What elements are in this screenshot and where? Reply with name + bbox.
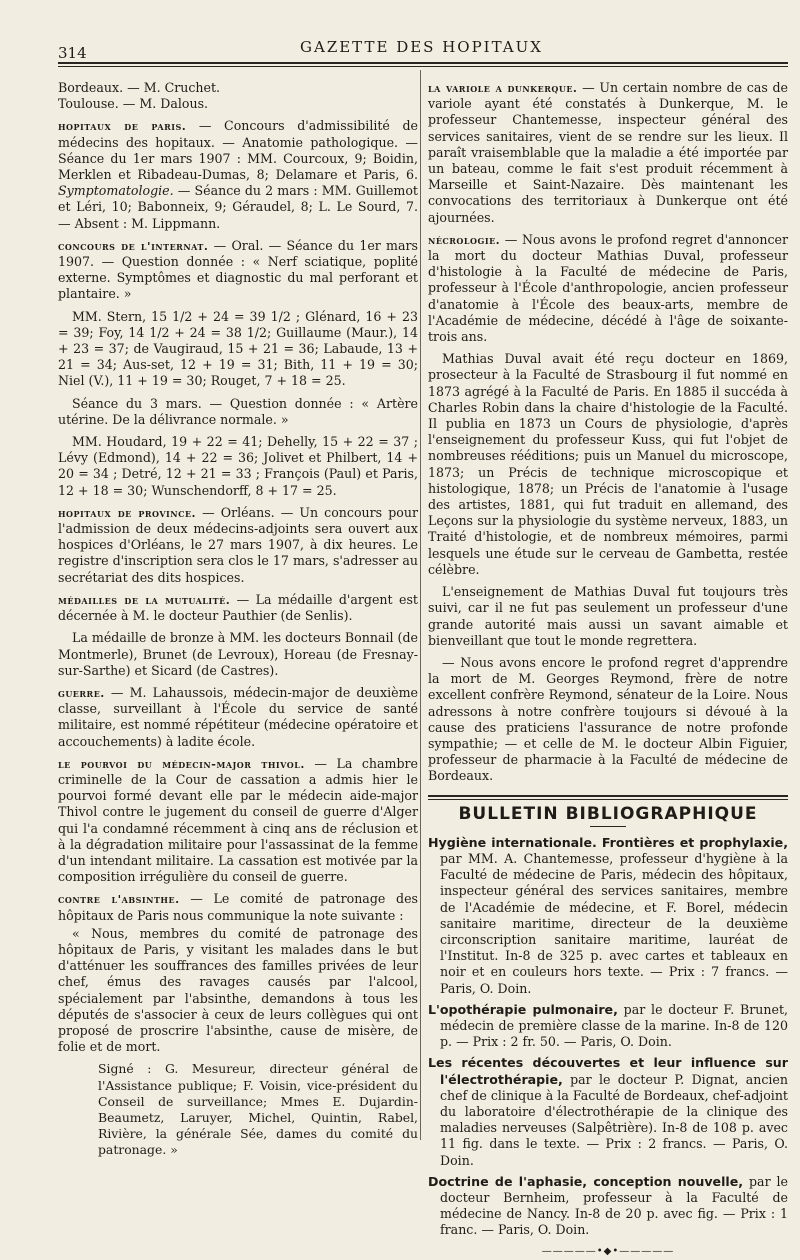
internat-results-2: MM. Houdard, 19 + 22 = 41; Dehelly, 15 + 22 = 37 ; Lévy (Edmond), 14 + 22 = 36; Jolivet et Philbert, 14 + 20 = 34 ; Detré, 12 + 21 = 33 ; François (Paul) et Paris, 12 + 18 = 30; Wunschendorff, 8 + 17 = 25. (58, 434, 418, 498)
bulletin-short-rule (590, 826, 626, 827)
bib-title: Doctrine de l'aphasie, conception nouvelle, (428, 1173, 744, 1189)
article-medailles (58, 592, 418, 624)
column-divider (420, 70, 421, 1140)
necrologie-duval-career: Mathias Duval avait été reçu docteur en 1869, prosecteur à la Faculté de Strasbourg il fut nommé en 1873 agrégé à la Faculté de Paris. En 1885 il succéda à Charles Robin dans la chaire d'histologie de la Faculté. Il publia en 1873 un Cours de physiologie, d'après l'enseignement du professeur Kuss, qui fut l'objet de nombreuses rééditions; puis un Manuel du microscope, 1873; un Précis de technique microscopique et histologique, 1878; un Précis de l'anatomie à l'usage des artistes, 1881, qui fut traduit en allemand, des Leçons sur la physiologie du système nerveux, 1883, un Traité d'histologie, et de nombreux mémoires, parmi lesquels une étude sur le cerveau de Gambetta, restée célèbre. (428, 351, 788, 577)
necrologie-duval-teaching: L'enseignement de Mathias Duval fut toujours très suivi, car il ne fut pas seulement un professeur d'une grande autorité mais aussi un savant aimable et bienveillant que tout le monde regrettera. (428, 584, 788, 648)
header-rule-thin (58, 66, 788, 67)
section-heading: guerre. (58, 685, 105, 700)
bib-title: Hygiène internationale. Frontières et prophylaxie, (428, 834, 788, 850)
bib-text: par le docteur Bernheim, professeur à la Faculté de médecine de Nancy. In-8 de 20 p. avec fig. — Prix : 1 franc. — Paris, O. Doin. (440, 1173, 788, 1238)
section-text: — Oral. — Séance du 1er mars 1907. — Question donnée : « Nerf sciatique, poplité externe. Symptômes et diagnostic du mal perforant et plantaire. » (58, 237, 418, 302)
bulletin-title: BULLETIN BIBLIOGRAPHIQUE (458, 803, 758, 824)
page-number: 314 (58, 44, 87, 62)
bib-text: par MM. A. Chantemesse, professeur d'hygiène à la Faculté de médecine de Paris, médecin des hôpitaux, inspecteur général des services sanitaires, membre de l'Académie de médecine, et F. Borel, médecin sanitaire maritime, directeur de la deuxième circonscription sanitaire maritime, lauréat de l'Institut. In-8 de 325 p. avec cartes et tableaux en noir et en couleurs hors texte. — Prix : 7 francs. — Paris, O. Doin. (440, 850, 788, 996)
section-heading: le pourvoi du médecin-major thivol. (58, 756, 305, 771)
nomination-toulouse: Toulouse. — M. Dalous. (58, 96, 209, 112)
article-guerre (58, 685, 418, 750)
article-internat (58, 238, 418, 303)
section-text: — Orléans. — Un concours pour l'admission de deux médecins-adjoints sera ouvert aux hospices d'Orléans, le 27 mars 1907, à dix heures. Le registre d'inscription sera clos le 17 mars, s'adresser au secrétariat des dits hospices. (58, 504, 418, 585)
bib-entry (428, 1174, 788, 1239)
section-text: — La médaille d'argent est décernée à M. le docteur Pauthier (de Senlis). (58, 591, 418, 624)
bib-entry (428, 835, 788, 997)
right-column (428, 80, 788, 1260)
absinthe-petition: « Nous, membres du comité de patronage des hôpitaux de Paris, y visitant les malades dans le but d'atténuer les souffrances des familles privées de leur chef, émus des ravages causés par l'alcool, spécialement par l'absinthe, demandons à tous les députés de s'associer à ceux de leurs collègues qui ont proposé de proscrire l'absinthe, cause de misère, de folie et de mort. (58, 925, 418, 1055)
bib-text: par le docteur F. Brunet, médecin de première classe de la marine. In-8 de 120 p. — Prix : 2 fr. 50. — Paris, O. Doin. (440, 1001, 789, 1050)
article-variole (428, 80, 788, 226)
left-column (58, 80, 418, 1165)
article-necrologie (428, 232, 788, 345)
article-pourvoi-thivol (58, 756, 418, 886)
symptomatologie-label: Symptomatologie. (58, 183, 174, 199)
section-heading: médailles de la mutualité. (58, 592, 231, 607)
symptomatologie-text: — Séance du 2 mars : MM. Guillemot et Léri, 10; Babonneix, 9; Géraudel, 8; L. Le Sourd, 7. — Absent : M. Lippmann. (58, 183, 418, 231)
section-heading: nécrologie. (428, 232, 501, 247)
internat-results-1: MM. Stern, 15 1/2 + 24 = 39 1/2 ; Glénard, 16 + 23 = 39; Foy, 14 1/2 + 24 = 38 1/2; Guillaume (Maur.), 14 + 23 = 37; de Vaugiraud, 15 + 21 = 36; Labaude, 13 + 21 = 34; Aus-set, 12 + 19 = 31; Bith, 11 + 19 = 30; Niel (V.), 11 + 19 = 30; Rouget, 7 + 18 = 25. (58, 308, 418, 389)
bulletin-rule (428, 795, 788, 797)
bib-title: L'opothérapie pulmonaire, (428, 1001, 618, 1017)
section-heading: la variole a dunkerque. (428, 81, 578, 95)
section-text: — La chambre criminelle de la Cour de cassation a admis hier le pourvoi formé devant elle par le médecin aide-major Thivol contre le jugement du conseil de guerre d'Alger qui l'a condamné récemment à cinq ans de réclusion et à la dégradation militaire pour l'assassinat de la femme d'un intendant militaire. La cassation est motivée par la composition irrégulière du conseil de guerre. (58, 755, 418, 885)
section-text: — Un certain nombre de cas de variole ayant été constatés à Dunkerque, M. le professeur Chantemesse, inspecteur général des services sanitaires, vient de se rendre sur les lieux. Il paraît vraisemblable que la maladie a été importée par un bateau, comme le fait s'est produit récemment à Marseille et Saint-Nazaire. Dès maintenant les convocations des territoriaux à Dunkerque ont été ajournées. (428, 80, 788, 225)
section-text: — Nous avons le profond regret d'annoncer la mort du docteur Mathias Duval, professeur d'histologie à la Faculté de médecine de Paris, professeur à l'École d'anthropologie, ancien professeur d'anatomie à l'École des beaux-arts, membre de l'Académie de médecine, décédé à l'âge de soixante-trois ans. (428, 231, 789, 345)
bib-entry (428, 1055, 788, 1168)
section-heading: hopitaux de paris. (58, 119, 187, 134)
article-hopitaux-paris (58, 118, 418, 231)
section-heading: contre l'absinthe. (58, 892, 180, 907)
section-text: — Concours d'admissibilité de médecins des hopitaux. — Anatomie pathologique. — Séance du 1er mars 1907 : MM. Courcoux, 9; Boidin, Merklen et Ribadeau-Dumas, 8; Delamare et Paris, 6. (58, 118, 419, 183)
header-rule (58, 62, 788, 64)
bib-text: par le docteur P. Dignat, ancien chef de clinique à la Faculté de Bordeaux, chef-adjoint du laboratoire d'électrothérapie de la clinique des maladies nerveuses (Salpêtrière). In-8 de 108 p. avec 11 fig. dans le texte. — Prix : 2 francs. — Paris, O. Doin. (440, 1071, 788, 1168)
absinthe-signatures: Signé : G. Mesureur, directeur général de l'Assistance publique; F. Voisin, vice-président du Conseil de surveillance; Mmes E. Dujardin-Beaumetz, Laruyer, Michel, Quintin, Rabel, Rivière, la générale Sée, dames du comité du patronage. » (98, 1061, 418, 1158)
medailles-bronze: La médaille de bronze à MM. les docteurs Bonnail (de Montmerle), Brunet (de Levroux), Horeau (de Fresnay-sur-Sarthe) et Sicard (de Castres). (58, 630, 418, 678)
section-text: — Le comité de patronage des hôpitaux de Paris nous communique la note suivante : (58, 891, 418, 923)
section-heading: concours de l'internat. (58, 238, 209, 253)
end-ornament: —————•◆•————— (541, 1245, 675, 1257)
section-text: — M. Lahaussois, médecin-major de deuxième classe, surveillant à l'École du service de santé militaire, est nommé répétiteur (médecine opératoire et accouchements) à ladite école. (58, 684, 418, 749)
internat-question-2: Séance du 3 mars. — Question donnée : « Artère utérine. De la délivrance normale. » (58, 395, 418, 427)
nomination-bordeaux: Bordeaux. — M. Cruchet. (58, 80, 221, 95)
bib-title: Les récentes découvertes et leur influence sur l'électrothérapie, (428, 1055, 788, 1087)
necrologie-reymond: — Nous avons encore le profond regret d'apprendre la mort de M. Georges Reymond, frère de notre excellent confrère Reymond, sénateur de la Loire. Nous adressons à notre confrère toujours si dévoué à la cause des praticiens l'assurance de notre profonde sympathie; — et celle de M. le docteur Albin Figuier, professeur de pharmacie à la Faculté de médecine de Bordeaux. (428, 654, 788, 784)
bulletin-rule-thin (428, 799, 788, 800)
bib-entry (428, 1002, 788, 1051)
section-heading: hopitaux de province. (58, 505, 197, 520)
article-hopitaux-province (58, 505, 418, 586)
running-title: GAZETTE DES HOPITAUX (300, 38, 543, 56)
article-absinthe (58, 891, 418, 923)
